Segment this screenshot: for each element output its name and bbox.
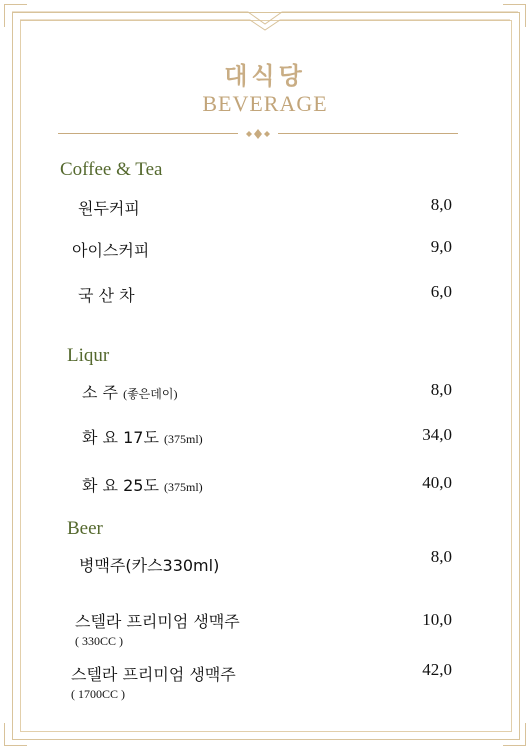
menu-item-note: (375ml) xyxy=(164,432,203,446)
menu-item-price: 42,0 xyxy=(422,660,452,679)
menu-item-name xyxy=(82,380,177,403)
menu-item-note: ( 1700CC ) xyxy=(71,687,125,701)
menu-item-name xyxy=(82,425,203,448)
top-ornament xyxy=(0,0,530,40)
menu-item-label: 화 요 17도 xyxy=(82,428,159,447)
menu-item-price: 9,0 xyxy=(430,237,452,256)
menu-item-name: 아이스커피 xyxy=(72,241,150,260)
menu-item-label: 소 주 xyxy=(82,383,118,402)
menu-item-note: (좋은데이) xyxy=(123,387,178,401)
section-heading-coffee: Coffee & Tea xyxy=(60,159,163,180)
menu-item-name: 병맥주(카스330ml) xyxy=(79,556,220,575)
corner-ornament-bottom-left xyxy=(4,723,27,746)
title-divider xyxy=(58,131,458,137)
menu-item-price: 8,0 xyxy=(430,547,452,566)
menu-item-note: (375ml) xyxy=(164,480,203,494)
menu-title: BEVERAGE xyxy=(202,91,328,116)
menu-item-price: 40,0 xyxy=(422,473,452,492)
menu-item-label: 스텔라 프리미엄 생맥주 xyxy=(71,665,236,684)
menu-item-name xyxy=(82,473,203,496)
menu-item-note: ( 330CC ) xyxy=(75,634,123,648)
menu-item-price: 6,0 xyxy=(430,282,452,301)
diamond-ornament-icon xyxy=(242,128,274,140)
menu-item-name xyxy=(75,609,240,649)
menu-item-name xyxy=(71,662,236,702)
menu-item-price: 8,0 xyxy=(430,380,452,399)
menu-item-price: 8,0 xyxy=(430,195,452,214)
section-heading-beer: Beer xyxy=(67,518,103,539)
corner-ornament-bottom-right xyxy=(503,723,526,746)
menu-item-name: 국 산 차 xyxy=(78,286,135,305)
section-heading-liquor: Liqur xyxy=(67,345,110,366)
menu-item-price: 34,0 xyxy=(422,425,452,444)
menu-item-price: 10,0 xyxy=(422,610,452,629)
menu-item-label: 스텔라 프리미엄 생맥주 xyxy=(75,612,240,631)
menu-item-name: 원두커피 xyxy=(78,199,140,218)
restaurant-name: 대식당 xyxy=(224,62,306,90)
menu-item-label: 화 요 25도 xyxy=(82,476,159,495)
